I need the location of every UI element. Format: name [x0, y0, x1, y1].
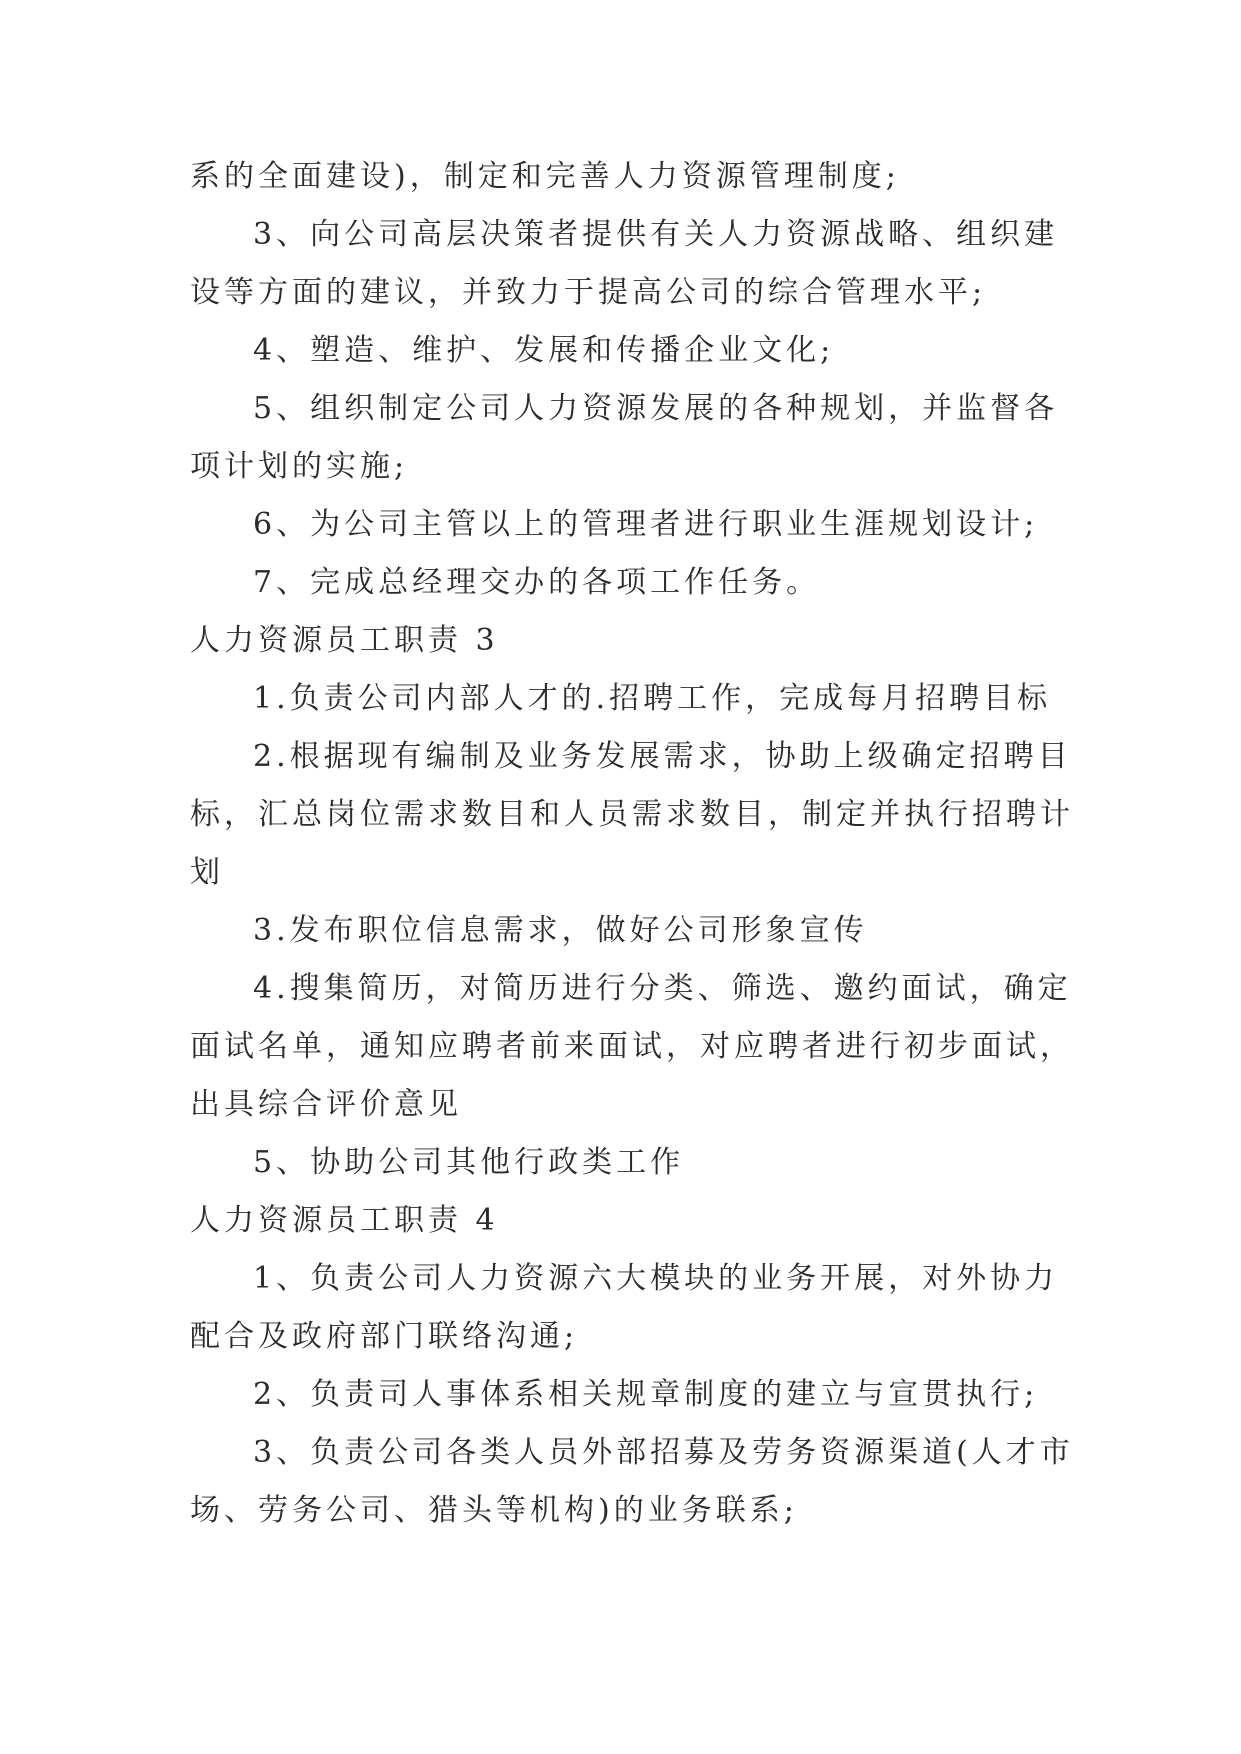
text-line: 系的全面建设)，制定和完善人力资源管理制度; [190, 159, 900, 194]
text-line: 面试名单，通知应聘者前来面试，对应聘者进行初步面试， [190, 1029, 1074, 1064]
text-line: 5、协助公司其他行政类工作 [253, 1145, 685, 1180]
text-line: 4.搜集简历，对简历进行分类、筛选、邀约面试，确定 [253, 971, 1072, 1006]
text-line: 3、向公司高层决策者提供有关人力资源战略、组织建 [253, 217, 1059, 252]
section-heading: 人力资源员工职责 3 [190, 623, 499, 658]
text-line: 2、负责司人事体系相关规章制度的建立与宣贯执行; [253, 1377, 1039, 1412]
text-line: 项计划的实施; [190, 449, 409, 484]
text-line: 6、为公司主管以上的管理者进行职业生涯规划设计; [253, 507, 1039, 542]
text-line: 标，汇总岗位需求数目和人员需求数目，制定并执行招聘计 [190, 797, 1074, 832]
text-line: 1、负责公司人力资源六大模块的业务开展，对外协力 [253, 1261, 1059, 1296]
section-heading: 人力资源员工职责 4 [190, 1203, 499, 1238]
text-line: 场、劳务公司、猎头等机构)的业务联系; [190, 1493, 798, 1528]
text-line: 配合及政府部门联络沟通; [190, 1319, 579, 1354]
text-line: 出具综合评价意见 [190, 1087, 462, 1122]
text-line: 4、塑造、维护、发展和传播企业文化; [253, 333, 835, 368]
text-line: 1.负责公司内部人才的.招聘工作，完成每月招聘目标 [253, 681, 1052, 716]
text-line: 3、负责公司各类人员外部招募及劳务资源渠道(人才市 [253, 1435, 1074, 1470]
text-line: 5、组织制定公司人力资源发展的各种规划，并监督各 [253, 391, 1059, 426]
text-line: 设等方面的建议，并致力于提高公司的综合管理水平; [190, 275, 987, 310]
text-line: 2.根据现有编制及业务发展需求，协助上级确定招聘目 [253, 739, 1072, 774]
text-line: 3.发布职位信息需求，做好公司形象宣传 [253, 913, 868, 948]
document-body [190, 148, 1074, 1540]
text-line: 划 [190, 855, 224, 890]
text-line: 7、完成总经理交办的各项工作任务。 [253, 565, 821, 600]
